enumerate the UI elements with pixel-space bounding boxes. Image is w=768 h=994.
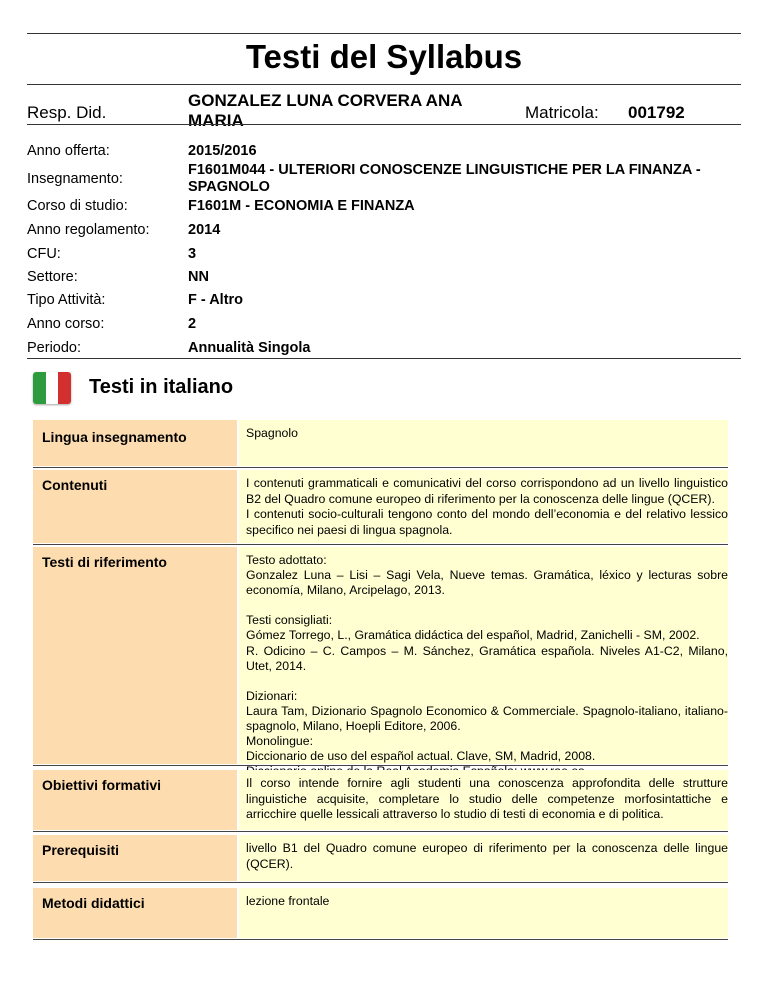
anno-regolamento-label: Anno regolamento: (27, 222, 150, 238)
anno-offerta-value: 2015/2016 (188, 143, 257, 159)
row-label: Obiettivi formativi (42, 777, 162, 793)
info-rule (27, 358, 741, 359)
row-separator (33, 544, 728, 545)
row-label: Contenuti (42, 477, 108, 493)
section-title: Testi in italiano (89, 376, 234, 398)
top-rule (27, 33, 741, 34)
header-rule (27, 124, 741, 125)
matricola-label: Matricola: (525, 103, 599, 122)
matricola-value: 001792 (628, 103, 685, 122)
row-lingua-insegnamento (33, 420, 728, 466)
settore-value: NN (188, 269, 209, 285)
tipo-attivita-value: F - Altro (188, 292, 244, 308)
corso-value: F1601M - ECONOMIA E FINANZA (188, 198, 415, 214)
row-text: Testo adottato: Gonzalez Luna – Lisi – Sagi Vela, Nueve temas. Gramática, léxico y lecturas sobre economía, Milano, Arcipelago, 2013. Testi consigliati: Gómez Torrego, L., Gramática didáctica del español, Madrid, Zanichelli - SM, 2002. R. Odicino – C. Campos – M. Sánchez, Gramática española. Niveles A1-C2, Milano, Utet, 2014. Dizionari: Laura Tam, Dizionario Spagnolo Economico & Commerciale. Spagnolo-italiano, italiano-spagnolo, Milano, Hoepli Editore, 2006. Monolingue: Diccionario de uso del español actual. Clave, SM, Madrid, 2008. (246, 553, 728, 764)
row-obiettivi-formativi (33, 770, 728, 830)
row-contenuti (33, 470, 728, 543)
row-separator (33, 765, 728, 766)
row-testi-di-riferimento (33, 547, 728, 764)
row-label: Testi di riferimento (42, 554, 167, 570)
periodo-label: Periodo: (27, 340, 82, 356)
row-text: Il corso intende fornire agli studenti una conoscenza approfondita delle strutture linguistiche acquisite, completare lo studio delle competenze morfosintattiche e arricchire quelle lessicali attraverso lo studio di testi di economia e di politica. (246, 776, 728, 821)
tipo-attivita-label: Tipo Attività: (27, 292, 106, 308)
insegnamento-value: F1601M044 - ULTERIORI CONOSCENZE LINGUISTICHE PER LA FINANZA - SPAGNOLO (188, 162, 701, 195)
row-label: Prerequisiti (42, 842, 120, 858)
row-metodi-didattici (33, 888, 728, 938)
anno-corso-label: Anno corso: (27, 316, 105, 332)
row-label: Lingua insegnamento (42, 429, 187, 445)
flag-red-stripe (58, 372, 71, 404)
insegnamento-label: Insegnamento: (27, 171, 123, 187)
row-separator (33, 831, 728, 832)
row-label: Metodi didattici (42, 895, 145, 911)
row-prerequisiti (33, 835, 728, 881)
flag-white-stripe (46, 372, 59, 404)
row-separator (33, 882, 728, 883)
title-rule (27, 84, 741, 85)
cfu-value: 3 (188, 246, 197, 262)
row-separator (33, 939, 728, 940)
row-text: Spagnolo (246, 426, 298, 440)
row-text: lezione frontale (246, 894, 330, 908)
row-text: I contenuti grammaticali e comunicativi del corso corrispondono ad un livello linguistico B2 del Quadro comune europeo di riferimento per la conoscenza delle lingue (QCER). I contenuti socio-culturali tengono conto del mondo dell’economia e del relativo lessico specifico nei paesi di lingua spagnola. (246, 476, 728, 537)
italian-flag-icon (33, 372, 71, 404)
periodo-value: Annualità Singola (188, 340, 311, 356)
resp-label: Resp. Did. (27, 103, 107, 122)
anno-regolamento-value: 2014 (188, 222, 221, 238)
row-separator (33, 467, 728, 468)
settore-label: Settore: (27, 269, 78, 285)
anno-corso-value: 2 (188, 316, 197, 332)
flag-green-stripe (33, 372, 46, 404)
corso-label: Corso di studio: (27, 198, 128, 214)
cfu-label: CFU: (27, 246, 61, 262)
anno-offerta-label: Anno offerta: (27, 143, 110, 159)
page-title: Testi del Syllabus (245, 38, 523, 75)
resp-value: GONZALEZ LUNA CORVERA ANA MARIA (188, 91, 462, 130)
row-text: livello B1 del Quadro comune europeo di riferimento per la conoscenza delle lingue (QCER). (246, 841, 728, 871)
